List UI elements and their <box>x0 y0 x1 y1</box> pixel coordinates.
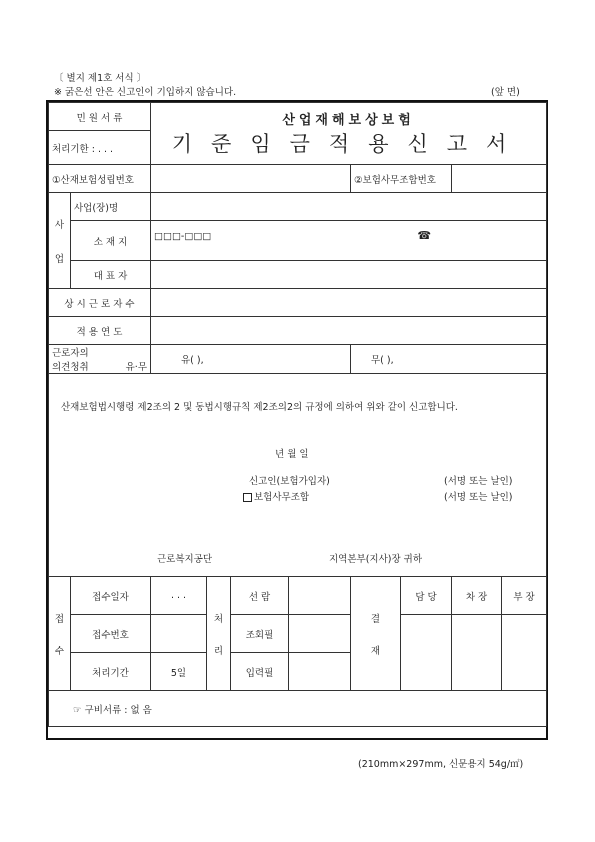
union-no-label: ②보험사무조합번호 <box>351 165 452 193</box>
business-side-label <box>49 193 71 289</box>
receipt-side-label <box>49 577 71 691</box>
receipt-no-field <box>151 615 207 653</box>
approval-box-1 <box>401 615 452 691</box>
phone-icon: ☎ <box>417 229 432 242</box>
union-sign[interactable]: (서명 또는 날인) <box>444 492 513 503</box>
union-checkbox[interactable] <box>243 493 252 502</box>
review-field <box>289 577 351 615</box>
attachments: ☞ 구비서류 : 없 음 <box>49 691 547 727</box>
address-label: 소 재 지 <box>71 221 151 261</box>
period-label: 처리기간 <box>71 653 151 691</box>
insurance-no-field[interactable] <box>151 165 351 193</box>
business-side-char-1: 사 <box>54 219 65 231</box>
business-side-char-2: 업 <box>54 253 65 265</box>
recipient-right: 지역본부(지사)장 귀하 <box>329 554 423 565</box>
receipt-date-value: . . . <box>151 577 207 615</box>
union-line <box>243 489 309 503</box>
deadline-label: 처리기한 : . . . <box>49 131 151 165</box>
representative-label: 대 표 자 <box>71 261 151 289</box>
receipt-no-label: 접수번호 <box>71 615 151 653</box>
civil-doc-label: 민 원 서 류 <box>49 103 151 131</box>
union-no-field[interactable] <box>452 165 547 193</box>
opinion-label-1: 근로자의 <box>52 348 89 359</box>
representative-field[interactable] <box>151 261 547 289</box>
workers-label: 상 시 근 로 자 수 <box>49 289 151 317</box>
opinion-label-cell <box>49 345 151 374</box>
approver-3: 부 장 <box>502 577 547 615</box>
process-side-label <box>207 577 231 691</box>
approval-box-3 <box>502 615 547 691</box>
inquiry-field <box>289 615 351 653</box>
paper-spec: (210mm×297mm, 신문용지 54g/㎡) <box>358 759 524 770</box>
apply-year-label: 적 용 연 도 <box>49 317 151 345</box>
inquiry-label: 조회필 <box>231 615 289 653</box>
title-big: 기준임금적용신고서 <box>171 132 526 156</box>
approval-side-char-2: 재 <box>370 645 381 657</box>
approval-side-char-1: 결 <box>370 613 381 625</box>
workers-field[interactable] <box>151 289 547 317</box>
receipt-side-char-1: 접 <box>54 613 65 625</box>
date-line[interactable]: 년 월 일 <box>275 449 309 460</box>
title-cell <box>151 103 547 165</box>
address-field[interactable] <box>151 221 547 261</box>
receipt-side-char-2: 수 <box>54 645 65 657</box>
process-side-char-1: 처 <box>213 613 224 625</box>
title-small: 산업재해보상보험 <box>282 113 415 128</box>
apply-year-field[interactable] <box>151 317 547 345</box>
header-note: ※ 굵은선 안은 신고인이 기입하지 않습니다. <box>54 87 237 98</box>
page-side-label: (앞 면) <box>491 87 520 98</box>
review-label: 선 람 <box>231 577 289 615</box>
approval-side-label <box>351 577 401 691</box>
entry-label: 입력필 <box>231 653 289 691</box>
reporter-sign[interactable]: (서명 또는 날인) <box>444 476 513 487</box>
business-name-field[interactable] <box>151 193 547 221</box>
receipt-date-label: 접수일자 <box>71 577 151 615</box>
insurance-no-label: ①산재보험성립번호 <box>49 165 151 193</box>
process-side-char-2: 리 <box>213 645 224 657</box>
recipient-left: 근로복지공단 <box>157 554 213 565</box>
opinion-yn: 유·무 <box>125 362 147 373</box>
reporter-label: 신고인(보험가입자) <box>249 476 330 487</box>
approver-2: 차 장 <box>452 577 502 615</box>
postal-code-boxes: □□□-□□□ <box>154 231 212 242</box>
opinion-no-field[interactable]: 무( ), <box>351 345 547 374</box>
approver-1: 담 당 <box>401 577 452 615</box>
declaration-cell <box>49 374 547 577</box>
declaration-text: 산재보험법시행령 제2조의 2 및 동법시행규칙 제2조의2의 규정에 의하여 위와 같이 신고합니다. <box>61 402 458 413</box>
form-number: 〔 별지 제1호 서식 〕 <box>54 73 147 84</box>
entry-field <box>289 653 351 691</box>
form-table <box>48 102 547 727</box>
business-name-label: 사업(장)명 <box>71 193 151 221</box>
approval-box-2 <box>452 615 502 691</box>
opinion-yes-field[interactable]: 유( ), <box>151 345 351 374</box>
union-label: 보험사무조합 <box>254 492 310 503</box>
opinion-label-2: 의견청취 <box>52 362 89 373</box>
report-form <box>46 100 548 740</box>
period-value: 5일 <box>151 653 207 691</box>
